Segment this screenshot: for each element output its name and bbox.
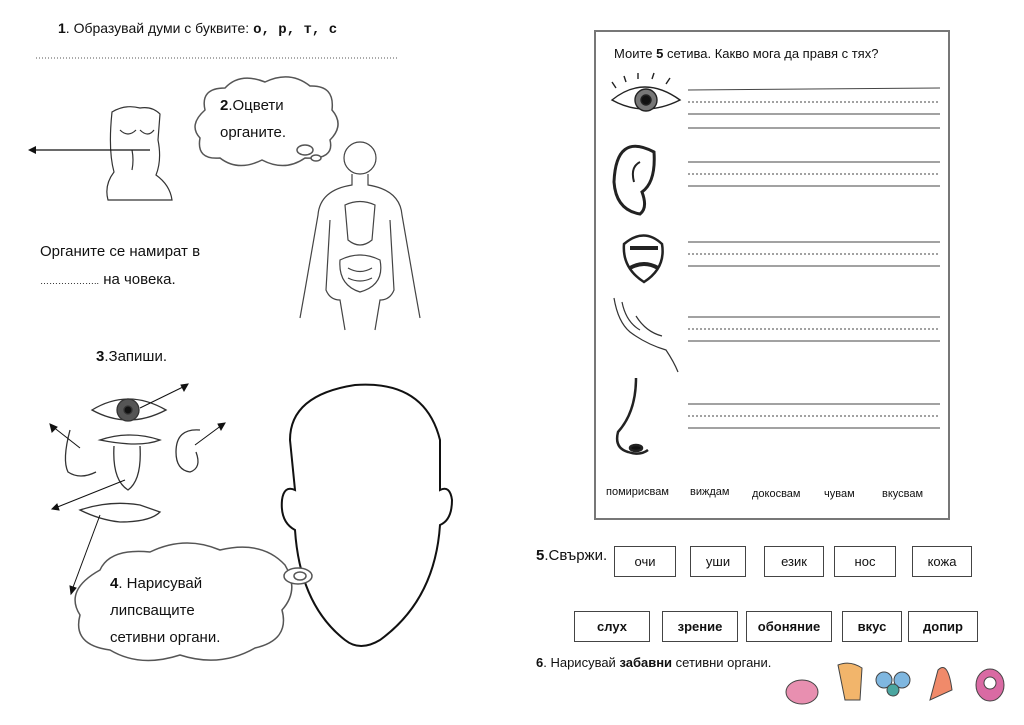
task2-cloud-text: 2.Оцвети органите. — [220, 92, 286, 146]
sense-organs-illustration — [65, 399, 200, 522]
senses-title-pre: Моите — [614, 46, 657, 61]
sense-box-sight[interactable]: зрение — [662, 611, 738, 642]
sense-box-smell[interactable]: обоняние — [746, 611, 832, 642]
task6-pre: . Нарисувай — [543, 655, 620, 670]
fun-organs-illustration — [786, 663, 1004, 704]
mouth-icon — [624, 236, 663, 283]
task6-number: 6 — [536, 655, 544, 670]
task1-text: Образувай думи с буквите: — [73, 20, 250, 36]
verb-touch: докосвам — [752, 488, 801, 500]
torso-illustration — [107, 107, 172, 200]
organs-blank: ……………….. — [40, 276, 100, 286]
task1-instruction: 1. Образувай думи с буквите: о, р, т, с — [58, 20, 338, 38]
sense-box-hearing[interactable]: слух — [574, 611, 650, 642]
nose-icon — [617, 378, 648, 454]
task5-instruction — [536, 547, 607, 564]
senses-title-post: сетива. Какво мога да правя с тях? — [663, 46, 879, 61]
arrow-head — [28, 146, 36, 154]
sense-box-touch[interactable]: допир — [908, 611, 978, 642]
task1-number: 1 — [58, 20, 66, 36]
task1-letters: о, р, т, с — [253, 22, 338, 38]
verb-see: виждам — [690, 486, 730, 498]
task4-number: 4 — [110, 575, 119, 592]
ear-icon — [614, 146, 654, 214]
organ-box-eyes[interactable]: очи — [614, 546, 676, 577]
organs-line1: Органите се намират в — [40, 243, 201, 260]
organ-box-ears[interactable]: уши — [690, 546, 746, 577]
task6-post: сетивни органи. — [672, 655, 772, 670]
task2-line1: Оцвети — [232, 97, 284, 114]
senses-drawings — [596, 32, 952, 522]
organs-line2: на човека. — [103, 271, 176, 288]
verb-taste: вкусвам — [882, 488, 924, 500]
head-outline — [282, 385, 452, 646]
task6-bold: забавни — [619, 655, 673, 670]
task2-number: 2 — [220, 97, 229, 114]
organs-line2-wrap — [40, 271, 176, 288]
task4-line3: сетивни органи. — [110, 629, 221, 646]
verb-hear: чувам — [824, 488, 855, 500]
task2-line2: органите. — [220, 124, 287, 141]
task4-line2: липсващите — [110, 602, 195, 619]
task4-cloud-text — [110, 570, 220, 651]
task3-instruction — [96, 348, 167, 365]
task3-number: 3 — [96, 348, 105, 365]
task4-line1: . Нарисувай — [118, 575, 203, 592]
verb-smell: помирисвам — [606, 486, 669, 498]
task5-number: 5 — [536, 547, 545, 564]
senses-title-num: 5 — [656, 46, 664, 61]
writing-lines — [688, 88, 940, 428]
organ-box-skin[interactable]: кожа — [912, 546, 972, 577]
organ-box-nose[interactable]: нос — [834, 546, 896, 577]
organ-box-tongue[interactable]: език — [764, 546, 824, 577]
task3-text: .Запиши. — [104, 348, 167, 365]
sense-box-taste[interactable]: вкус — [842, 611, 902, 642]
eye-icon — [612, 73, 680, 111]
body-organs-illustration — [300, 142, 420, 330]
hand-icon — [614, 298, 678, 372]
senses-panel — [594, 30, 950, 520]
task5-text: .Свържи. — [544, 547, 608, 564]
task6-instruction — [536, 655, 771, 670]
